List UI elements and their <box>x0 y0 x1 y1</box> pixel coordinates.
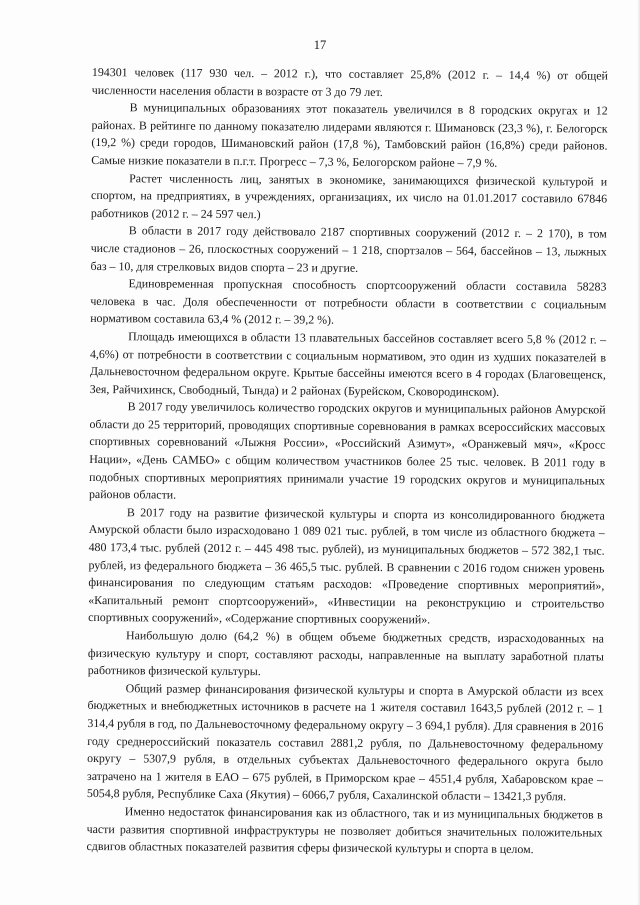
paragraph-sports-facilities: В области в 2017 году действовало 2187 спортивных сооружений (2012 г. – 2 170), в том числе стадионов – 26, плоскостных сооружений – 1 218, спортзалов – 564, бассейнов – 13, лыжных баз – 10, для стрелковых видов спорта – 23 и другие. <box>90 223 607 275</box>
paragraph-municipal-ranking: В муниципальных образованиях этот показатель увеличился в 8 городских округах и 12 районах. В рейтинге по данному показателю лидерами являются г. Шимановск (23,3 %), г. Белогорск (19,2 %) среди городов, Шимановский район (17,8 %), Тамбовский район (16,8%) среди районов. Самые низкие показатели в п.г.т. Прогресс – 7,3 %, Белогорском районе – 7,9 %. <box>91 100 608 170</box>
paragraph-swimming-pools: Площадь имеющихся в области 13 плавательных бассейнов составляет всего 5,8 % (2012 г. – 4,6%) от потребности в соответствии с социальным нормативом, это один из худших показателей в Дальневосточном федеральном округе. Крытые бассейны имеются всего в 4 городах (Благовещенск, Зея, Райчихинск, Свободный, Тында) и 2 районах (Бурейском, Сковородинском). <box>89 329 607 399</box>
document-body <box>86 64 608 859</box>
paragraph-population-share: 194301 человек (117 930 чел. – 2012 г.), что составляет 25,8% (2012 г. – 14,4 %) от общей численности населения области в возрасте от 3 до 79 лет. <box>91 64 608 99</box>
paragraph-mass-competitions: В 2017 году увеличилось количество городских округов и муниципальных районов Амурской области до 25 территорий, проводящих спортивные соревнования в рамках всероссийских массовых спортивных соревнований «Лыжня России», «Российский Азимут», «Оранжевый мяч», «Кросс Нации», «День САМБО» с общим количеством участников более 25 тыс. человек. В 2011 году в подобных спортивных мероприятиях принимали участие 19 городских округов и муниципальных районов области. <box>88 399 606 502</box>
paragraph-budget-spending: В 2017 году на развитие физической культуры и спорта из консолидированного бюджета Амурской области было израсходовано 1 089 021 тыс. рублей, в том числе из областного бюджета – 480 173,4 тыс. рублей (2012 г. – 445 498 тыс. рублей), из муниципальных бюджетов – 572 382,1 тыс. рублей, из федерального бюджета – 36 465,5 тыс. рублей. В сравнении с 2016 годом снижен уровень финансирования по следующим статьям расходов: «Проведение спортивных мероприятий», «Капитальный ремонт спортсооружений», «Инвестиции на реконструкцию и строительство спортивных сооружений», «Содержание спортивных сооружений». <box>88 505 605 627</box>
paragraph-salary-share: Наибольшую долю (64,2 %) в общем объеме бюджетных средств, израсходованных на физическую культуру и спорт, составляют расходы, направленные на выплату заработной платы работников физической культуры. <box>87 628 605 679</box>
paragraph-funding-shortage: Именно недостаток финансирования как из областного, так и из муниципальных бюджетов в части развития спортивной инфраструктуры не позволяет добиться значительных положительных сдвигов областных показателей развития сферы физической культуры и спорта в целом. <box>86 804 603 857</box>
paragraph-per-capita-funding: Общий размер финансирования физической культуры и спорта в Амурской области из всех бюджетных и внебюджетных источников в расчете на 1 жителя составил 1643,5 рублей (2012 г. – 1 314,4 рубля в год, по Дальневосточному федеральному округу – 3 694,1 рубля). Для сравнения в 2016 году среднероссийский показатель составил 2881,2 рубля, по Дальневосточному федеральному округу – 5307,9 рубля, в отдельных субъектах Дальневосточного федерального округа было затрачено на 1 жителя в ЕАО – 675 рублей, в Приморском крае – 4551,4 рубля, Хабаровском крае – 5054,8 рубля, Республике Саха (Якутия) – 6066,7 рубля, Сахалинской области – 13421,3 рубля. <box>86 681 604 804</box>
paragraph-throughput-capacity: Единовременная пропускная способность спортсооружений области составила 58283 человека в час. Доля обеспеченности от потребности области в соответствии с социальным нормативом составила 63,4 % (2012 г. – 39,2 %). <box>90 276 607 328</box>
page-number: 17 <box>313 38 327 52</box>
paragraph-employed-athletes: Растет численность лиц, занятых в экономике, занимающихся физической культурой и спортом, на предприятиях, в учреждениях, организациях, их число на 01.01.2017 составило 67846 работников (2012 г. – 24 597 чел.) <box>90 170 608 221</box>
